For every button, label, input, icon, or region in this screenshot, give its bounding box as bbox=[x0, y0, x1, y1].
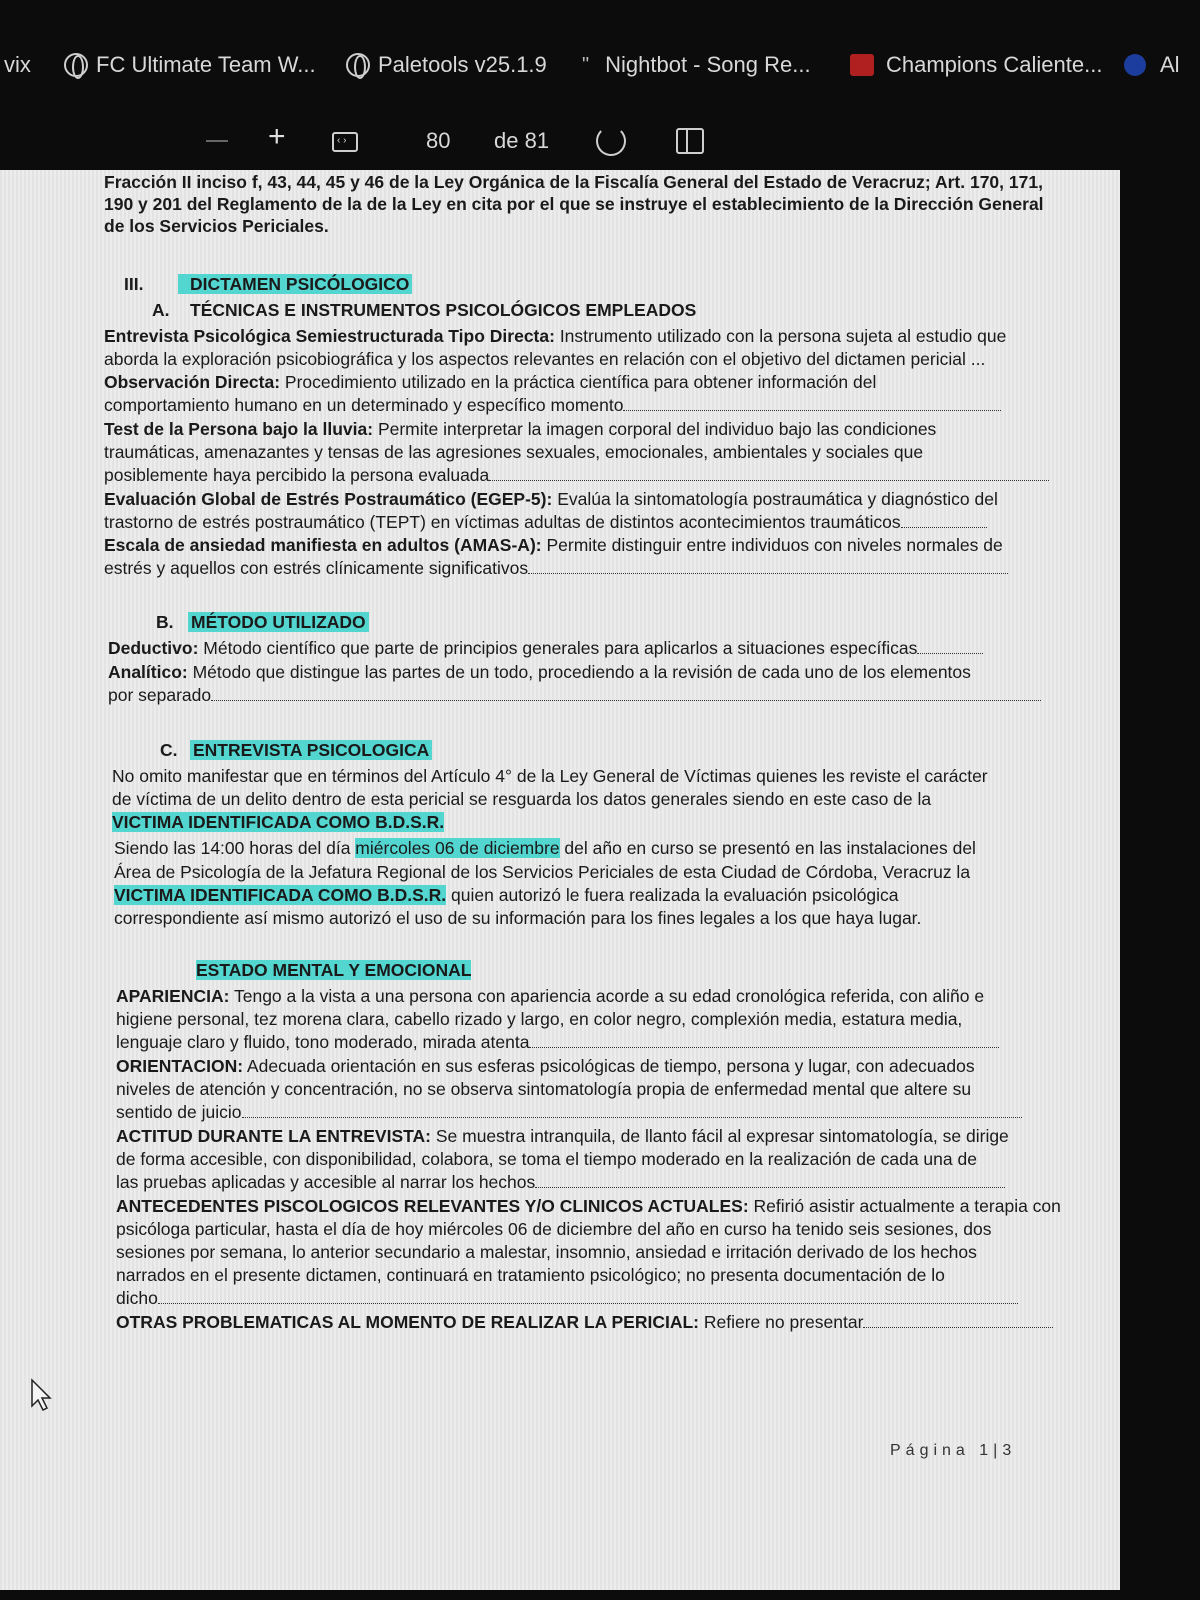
paragraph-line bbox=[116, 1286, 1018, 1310]
bookmark-vix[interactable] bbox=[4, 52, 31, 78]
paragraph-line: traumáticas, amenazantes y tensas de las agresiones sexuales, emocionales, ambientales y sociales que bbox=[104, 442, 924, 462]
term: ANTECEDENTES PISCOLOGICOS RELEVANTES Y/O CLINICOS ACTUALES: bbox=[116, 1196, 749, 1216]
text: dicho bbox=[116, 1288, 158, 1308]
page-count: de 81 bbox=[494, 128, 550, 153]
paragraph-line bbox=[116, 1054, 975, 1078]
intro-line-3: de los Servicios Periciales. bbox=[104, 216, 329, 236]
term: Analítico: bbox=[108, 662, 188, 682]
bookmark-champions-caliente[interactable] bbox=[850, 52, 1102, 78]
subsection-number: B. bbox=[156, 612, 174, 632]
subsection-title bbox=[196, 958, 471, 982]
bookmarks-bar bbox=[0, 30, 1200, 100]
bookmark-label: FC Ultimate Team W... bbox=[96, 52, 316, 77]
bookmark-al[interactable] bbox=[1124, 52, 1180, 78]
paragraph-line: psicóloga particular, hasta el día de hoy miércoles 06 de diciembre del año en curso ha tenido seis sesiones, dos bbox=[116, 1219, 992, 1239]
paragraph-line bbox=[104, 370, 876, 394]
paragraph-line: narrados en el presente dictamen, continuará en tratamiento psicológico; no presenta documentación de lo bbox=[116, 1265, 945, 1285]
text: Refiere no presentar bbox=[699, 1312, 864, 1332]
page-footer: Página 1|3 bbox=[890, 1442, 1017, 1459]
term: OTRAS PROBLEMATICAS AL MOMENTO DE REALIZAR LA PERICIAL: bbox=[116, 1312, 700, 1332]
mouse-cursor-icon bbox=[30, 1378, 56, 1417]
paragraph-line bbox=[116, 1030, 999, 1054]
paragraph-line bbox=[104, 556, 1008, 580]
zoom-out-button[interactable] bbox=[206, 140, 228, 142]
leader-dots bbox=[623, 397, 1001, 411]
paragraph-line: de forma accesible, con disponibilidad, colabora, se toma el tiempo moderado en la realización de cada una de bbox=[116, 1149, 977, 1169]
bookmark-label: Paletools v25.1.9 bbox=[378, 52, 547, 77]
page-number-input[interactable]: 80 bbox=[426, 128, 451, 153]
fit-page-icon[interactable] bbox=[332, 132, 358, 152]
paragraph-line: sesiones por semana, lo anterior secundario a malestar, insomnio, ansiedad e irritación derivado de los hechos bbox=[116, 1242, 977, 1262]
paragraph-line bbox=[104, 510, 987, 534]
text: posiblemente haya percibido la persona evaluada bbox=[104, 465, 490, 485]
paragraph-line bbox=[116, 1310, 1053, 1334]
text: sentido de juicio bbox=[116, 1102, 242, 1122]
term: Test de la Persona bajo la lluvia: bbox=[104, 419, 374, 439]
zoom-in-button[interactable]: + bbox=[268, 120, 286, 153]
term: APARIENCIA: bbox=[116, 986, 230, 1006]
bookmark-paletools[interactable] bbox=[346, 52, 547, 78]
highlighted-line bbox=[112, 810, 444, 834]
paragraph-line: No omito manifestar que en términos del Artículo 4° de la Ley General de Víctimas quienes les reviste el carácter bbox=[112, 766, 988, 786]
subsection-title: TÉCNICAS E INSTRUMENTOS PSICOLÓGICOS EMPLEADOS bbox=[190, 300, 697, 320]
paragraph-line bbox=[116, 1100, 1022, 1124]
app-icon bbox=[1124, 54, 1146, 76]
bookmark-fc-ultimate-team[interactable] bbox=[64, 52, 316, 78]
term: Escala de ansiedad manifiesta en adultos (AMAS-A): bbox=[104, 535, 542, 555]
text: las pruebas aplicadas y accesible al narrar los hechos bbox=[116, 1172, 536, 1192]
paragraph-line bbox=[108, 636, 983, 660]
paragraph-line bbox=[116, 984, 984, 1008]
text: Siendo las 14:00 horas del día bbox=[114, 838, 356, 858]
subsection-title-text: ESTADO MENTAL Y EMOCIONAL bbox=[196, 960, 472, 980]
paragraph-line bbox=[116, 1194, 1061, 1218]
highlighted-text: VICTIMA IDENTIFICADA COMO B.D.S.R. bbox=[112, 812, 445, 832]
paragraph-line bbox=[104, 393, 1001, 417]
subsection-title bbox=[188, 610, 369, 634]
page-view-icon[interactable] bbox=[676, 128, 704, 154]
text: Refirió asistir actualmente a terapia con bbox=[748, 1196, 1061, 1216]
subsection-title bbox=[190, 738, 432, 762]
section-number: III. bbox=[124, 274, 144, 294]
subsection-title-text: ENTREVISTA PSICOLOGICA bbox=[190, 740, 432, 760]
globe-icon bbox=[64, 53, 88, 77]
text: Se muestra intranquila, de llanto fácil al expresar sintomatología, se dirige bbox=[430, 1126, 1009, 1146]
term: ACTITUD DURANTE LA ENTREVISTA: bbox=[116, 1126, 431, 1146]
leader-dots bbox=[489, 467, 1049, 481]
term: Evaluación Global de Estrés Postraumático (EGEP-5): bbox=[104, 489, 553, 509]
text: por separado bbox=[108, 685, 212, 705]
globe-icon bbox=[346, 53, 370, 77]
leader-dots bbox=[211, 687, 1041, 701]
paragraph-line: de víctima de un delito dentro de esta pericial se resguarda los datos generales siendo en este caso de la bbox=[112, 789, 932, 809]
text: Permite interpretar la imagen corporal del individuo bajo las condiciones bbox=[373, 419, 937, 439]
text: estrés y aquellos con estrés clínicamente significativos bbox=[104, 558, 529, 578]
subsection-number: C. bbox=[160, 740, 178, 760]
leader-dots bbox=[158, 1290, 1018, 1304]
bookmark-label: Al bbox=[1160, 52, 1180, 77]
term: Deductivo: bbox=[108, 638, 199, 658]
paragraph-line: niveles de atención y concentración, no se observa sintomatología propia de enfermedad mental que altere su bbox=[116, 1079, 972, 1099]
section-title-text: DICTAMEN PSICÓLOGICO bbox=[178, 274, 412, 294]
quote-icon: " bbox=[582, 53, 590, 76]
term: Observación Directa: bbox=[104, 372, 281, 392]
bookmark-nightbot[interactable] bbox=[582, 52, 811, 78]
leader-dots bbox=[863, 1314, 1053, 1328]
leader-dots bbox=[901, 514, 987, 528]
paragraph-line: Área de Psicología de la Jefatura Regional de los Servicios Periciales de esta Ciudad de Córdoba, Veracruz la bbox=[114, 862, 971, 882]
paragraph-line bbox=[114, 883, 899, 907]
paragraph-line bbox=[104, 533, 1003, 557]
text: Método que distingue las partes de un todo, procediendo a la revisión de cada uno de los elementos bbox=[187, 662, 971, 682]
bookmark-label: Champions Caliente... bbox=[886, 52, 1103, 77]
text: Instrumento utilizado con la persona sujeta al estudio que bbox=[554, 326, 1007, 346]
text: Procedimiento utilizado en la práctica científica para obtener información del bbox=[280, 372, 877, 392]
paragraph-line bbox=[104, 463, 1049, 487]
highlighted-text: VICTIMA IDENTIFICADA COMO B.D.S.R. bbox=[114, 885, 447, 905]
paragraph-line bbox=[114, 836, 976, 860]
text: del año en curso se presentó en las instalaciones del bbox=[559, 838, 976, 858]
paragraph-line bbox=[104, 417, 936, 441]
paragraph-line bbox=[108, 660, 971, 684]
intro-line-1: Fracción II inciso f, 43, 44, 45 y 46 de la Ley Orgánica de la Fiscalía General del Estado de Veracruz; Art. 170, 171, bbox=[104, 172, 1043, 192]
pdf-toolbar bbox=[0, 112, 1200, 172]
text: comportamiento humano en un determinado y específico momento bbox=[104, 395, 624, 415]
intro-line-2: 190 y 201 del Reglamento de la de la Ley en cita por el que se instruye el establecimiento de la Dirección General bbox=[104, 194, 1044, 214]
caliente-icon bbox=[850, 54, 874, 76]
leader-dots bbox=[242, 1104, 1022, 1118]
leader-dots bbox=[535, 1174, 1005, 1188]
highlighted-text: miércoles 06 de diciembre bbox=[355, 838, 560, 858]
text: Tengo a la vista a una persona con apariencia acorde a su edad cronológica referida, con aliño e bbox=[229, 986, 985, 1006]
text: Permite distinguir entre individuos con niveles normales de bbox=[541, 535, 1003, 555]
text: quien autorizó le fuera realizada la evaluación psicológica bbox=[446, 885, 899, 905]
leader-dots bbox=[917, 640, 983, 654]
subsection-title-text: MÉTODO UTILIZADO bbox=[188, 612, 369, 632]
leader-dots bbox=[528, 560, 1008, 574]
paragraph-line bbox=[108, 683, 1041, 707]
paragraph-line bbox=[104, 324, 1006, 348]
text: Evalúa la sintomatología postraumática y diagnóstico del bbox=[552, 489, 998, 509]
rotate-icon[interactable] bbox=[596, 126, 626, 156]
paragraph-line: higiene personal, tez morena clara, cabello rizado y largo, en color negro, complexión media, estatura media, bbox=[116, 1009, 963, 1029]
text: lenguaje claro y fluido, tono moderado, mirada atenta bbox=[116, 1032, 530, 1052]
bookmark-label: Nightbot - Song Re... bbox=[605, 52, 811, 77]
paragraph-line bbox=[116, 1124, 1009, 1148]
text: Adecuada orientación en sus esferas psicológicas de tiempo, persona y lugar, con adecuados bbox=[243, 1056, 975, 1076]
bookmark-label: vix bbox=[4, 52, 31, 77]
paragraph-line: correspondiente así mismo autorizó el uso de su información para los fines legales a los que haya lugar. bbox=[114, 908, 922, 928]
paragraph-line bbox=[116, 1170, 1005, 1194]
text: trastorno de estrés postraumático (TEPT) en víctimas adultas de distintos acontecimientos traumáticos bbox=[104, 512, 901, 532]
paragraph-line: aborda la exploración psicobiográfica y los aspectos relevantes en relación con el objetivo del dictamen pericial ... bbox=[104, 349, 986, 369]
term: ORIENTACION: bbox=[116, 1056, 244, 1076]
section-title bbox=[178, 272, 412, 296]
subsection-number: A. bbox=[152, 300, 170, 320]
document-page bbox=[0, 170, 1120, 1590]
paragraph-line bbox=[104, 487, 998, 511]
term: Entrevista Psicológica Semiestructurada Tipo Directa: bbox=[104, 326, 555, 346]
text: Método científico que parte de principios generales para aplicarlos a situaciones específicas bbox=[198, 638, 918, 658]
leader-dots bbox=[529, 1034, 999, 1048]
